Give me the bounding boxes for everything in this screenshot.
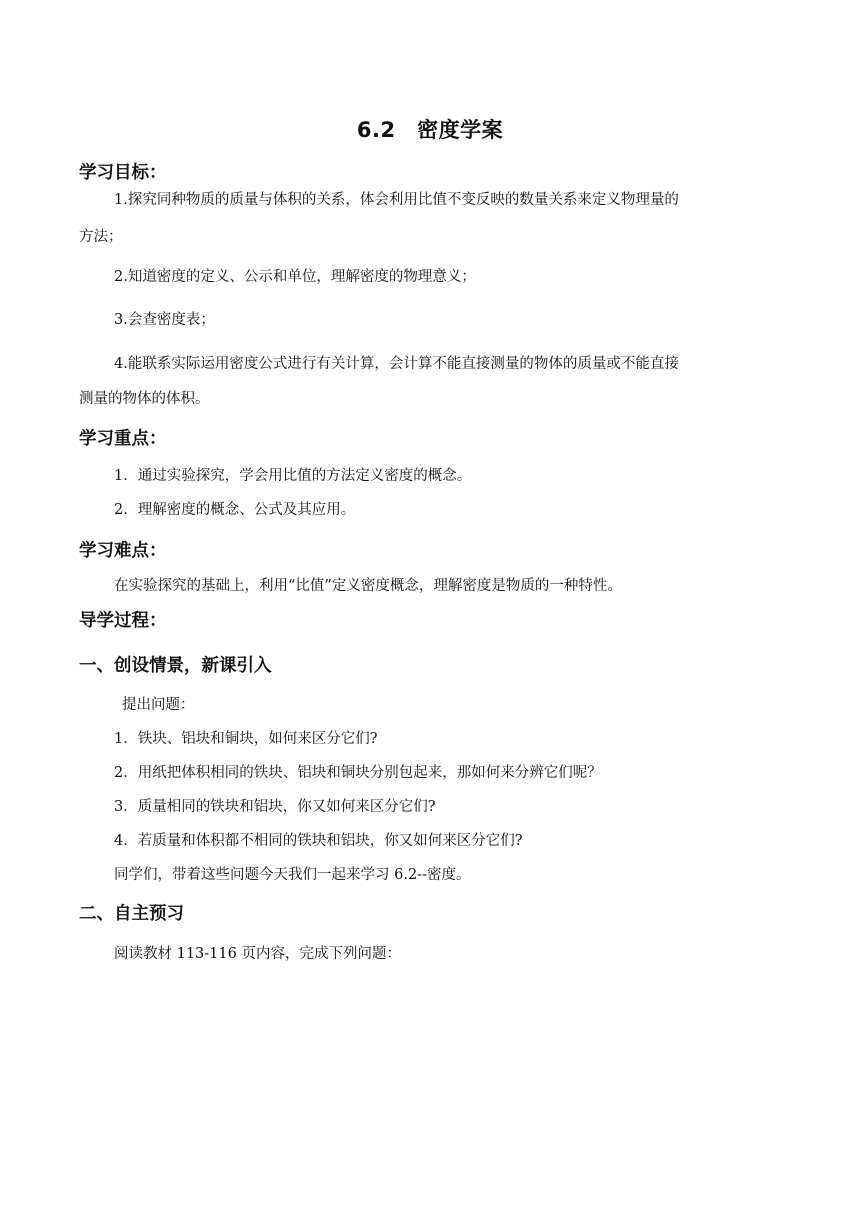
- part1-question-3: 3．质量相同的铁块和铝块，你又如何来区分它们?: [114, 799, 436, 815]
- objective-1-line1: 1.探究同种物质的质量与体积的关系，体会利用比值不变反映的数量关系来定义物理量的: [114, 192, 679, 208]
- objective-2: 2.知道密度的定义、公示和单位，理解密度的物理意义；: [114, 269, 476, 285]
- objective-4-line2: 测量的物体的体积。: [79, 391, 210, 407]
- objectives-heading: 学习目标：: [79, 163, 167, 183]
- part1-heading: 一、创设情景，新课引入: [79, 656, 272, 676]
- process-heading: 导学过程：: [79, 611, 167, 631]
- keypoint-1: 1．通过实验探究，学会用比值的方法定义密度的概念。: [114, 468, 472, 484]
- part1-question-2: 2．用纸把体积相同的铁块、铝块和铜块分别包起来，那如何来分辨它们呢？: [114, 765, 602, 781]
- part1-intro: 提出问题：: [122, 697, 195, 713]
- part1-question-1: 1．铁块、铝块和铜块，如何来区分它们?: [114, 731, 378, 747]
- difficulty-heading: 学习难点：: [79, 541, 167, 561]
- part2-text: 阅读教材 113-116 页内容，完成下列问题：: [114, 946, 401, 962]
- part2-heading: 二、自主预习: [79, 904, 184, 924]
- keypoint-2: 2．理解密度的概念、公式及其应用。: [114, 502, 356, 518]
- objective-3: 3.会查密度表；: [114, 312, 215, 328]
- difficulty-text: 在实验探究的基础上，利用“比值”定义密度概念，理解密度是物质的一种特性。: [114, 578, 622, 594]
- objective-4-line1: 4.能联系实际运用密度公式进行有关计算，会计算不能直接测量的物体的质量或不能直接: [114, 356, 679, 372]
- document-title: 6.2 密度学案: [356, 118, 504, 142]
- objective-1-line2: 方法；: [79, 229, 123, 245]
- part1-question-4: 4．若质量和体积都不相同的铁块和铝块，你又如何来区分它们?: [114, 833, 523, 849]
- part1-closing: 同学们，带着这些问题今天我们一起来学习 6.2--密度。: [114, 867, 471, 883]
- keypoints-heading: 学习重点：: [79, 429, 167, 449]
